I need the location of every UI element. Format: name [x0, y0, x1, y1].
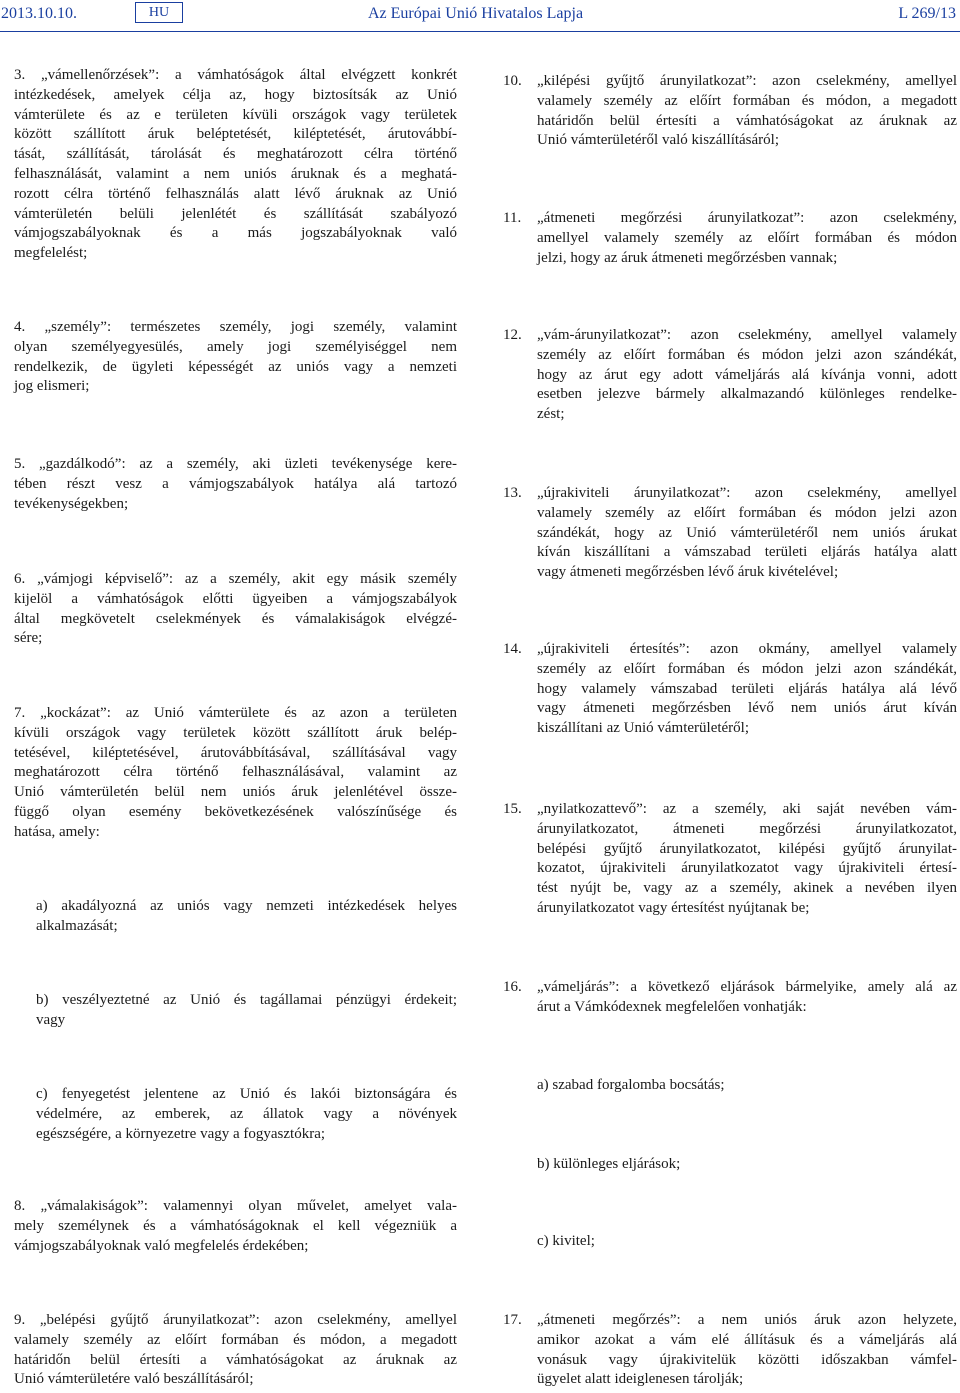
text-line: tést nyújt be, vagy az a személy, akinek a nevében ilyen — [537, 880, 957, 897]
text-line: kíván kiszállítani a vámszabad területi eljárás hatálya alatt — [537, 544, 957, 561]
left-paragraph — [36, 1085, 457, 1144]
text-line: tében részt vesz a vámjogszabályok hatálya alá tartozó — [14, 475, 457, 492]
text-line: 6. „vámjogi képviselő”: az a személy, akit egy másik személy — [14, 571, 457, 587]
text-line: rozott célra történő felhasználás alatt lévő áruknak az Unió — [14, 185, 457, 202]
right-paragraph — [537, 209, 957, 268]
text-line: hogy az árut egy adott vámeljárás alá kívánja vonni, adott — [537, 366, 957, 383]
text-line: vagy — [36, 1011, 66, 1028]
text-line: Unió vámterületén belül nem uniós áruk jelenlétével össze- — [14, 784, 457, 801]
text-line: amikor azokat a vám elé állításuk és a vámeljárás alá — [537, 1331, 957, 1348]
text-line: olyan személyegyesülés, amely jogi személyiséggel nem — [14, 338, 457, 355]
left-paragraph — [14, 704, 457, 843]
right-paragraph — [537, 800, 957, 919]
text-line: „vám-árunyilatkozat”: azon cselekmény, amellyel valamely — [537, 327, 957, 343]
page-header — [0, 0, 960, 30]
text-line: vámjogszabályoknak és a más jogszabályoknak való — [14, 225, 457, 242]
text-line: függő olyan esemény bekövetkezésének valószínűsége és — [14, 803, 457, 820]
text-line: amellyel valamely személy az előírt formában és módon — [537, 229, 957, 246]
text-line: szándékát, hogy az Unió vámterületéről nem uniós árukat — [537, 524, 957, 541]
text-line: határidőn belül értesíti a vámhatóságokat az áruknak az — [14, 1351, 457, 1368]
text-line: 3. „vámellenőrzések”: a vámhatóságok által elvégzett konkrét — [14, 67, 457, 83]
right-paragraph — [537, 72, 957, 151]
text-line: között szállított áruk beléptetését, kiléptetését, árutovábbí- — [14, 126, 457, 143]
text-line: „nyilatkozattevő”: az a személy, aki saját nevében vám- — [537, 801, 957, 817]
text-line: 4. „személy”: természetes személy, jogi személy, valamint — [14, 319, 457, 335]
left-paragraph — [14, 318, 457, 397]
text-line: 8. „vámalakiságok”: valamennyi olyan művelet, amelyet vala- — [14, 1198, 457, 1214]
text-line: intézkedések, amelyek célja az, hogy biztosítsák az Unió — [14, 86, 457, 103]
header-rule — [0, 31, 960, 32]
left-paragraph — [36, 991, 457, 1031]
text-line: vámterülete és az e területen kívüli országok vagy területek — [14, 106, 457, 123]
text-line: tevékenységekben; — [14, 495, 129, 512]
left-paragraph — [14, 455, 457, 514]
text-line: árunyilatkozatot, átmeneti megőrzési árunyilatkozatot, — [537, 820, 957, 837]
text-line: valamely személy az előírt formában és módon, a megadott — [537, 92, 957, 109]
text-line: valamely személy az előírt formában és módon, a megadott — [14, 1331, 457, 1348]
text-line: tetésével, kiléptetésével, árutovábbításával, szállításával vagy — [14, 744, 457, 761]
text-line: határidőn belül értesíti a vámhatóságokat az áruknak az — [537, 112, 957, 129]
text-line: „vámeljárás”: a következő eljárások bármelyike, amely alá az — [537, 979, 957, 995]
text-line: sére; — [14, 630, 43, 647]
text-line: árut a Vámkódexnek megfelelően vonhatják: — [537, 998, 807, 1015]
language-badge: HU — [135, 2, 183, 23]
text-line: vagy átmeneti megőrzésben lévő áruk kivételével; — [537, 564, 839, 581]
text-line: személy az előírt formában és módon jelzi azon szándékát, — [537, 660, 957, 677]
item-number: 10. — [503, 73, 522, 89]
text-line: hogy valamely vámszabad területi eljárás hatálya alá lévő — [537, 680, 957, 697]
left-paragraph — [14, 570, 457, 649]
text-line: c) kivitel; — [537, 1233, 595, 1249]
item-number: 17. — [503, 1312, 522, 1328]
item-number: 11. — [503, 210, 522, 226]
text-line: hatása, amely: — [14, 823, 100, 840]
text-line: kiszállítani az Unió vámterületéről; — [537, 720, 750, 737]
text-line: „kilépési gyűjtő árunyilatkozat”: azon cselekmény, amellyel — [537, 73, 957, 89]
text-line: ügyelet alatt ideiglenesen tárolják; — [537, 1371, 744, 1388]
text-line: egészségére, a környezetre vagy a fogyasztókra; — [36, 1125, 326, 1142]
text-line: Unió vámterületére való beszállításáról; — [14, 1371, 254, 1388]
text-line: 5. „gazdálkodó”: az a személy, aki üzleti tevékenysége kere- — [14, 456, 457, 472]
item-number: 13. — [503, 485, 522, 501]
text-line: Unió vámterületéről való kiszállításáról; — [537, 132, 780, 149]
right-paragraph — [537, 1155, 957, 1175]
right-paragraph — [537, 1311, 957, 1390]
text-line: felhasználását, valamint a nem uniós áruknak és a meghatá- — [14, 165, 457, 182]
text-line: által megkövetelt cselekmények és vámalakiságok elvégzé- — [14, 610, 457, 627]
text-line: a) akadályozná az uniós vagy nemzeti intézkedések helyes — [36, 898, 457, 914]
item-number: 12. — [503, 327, 522, 343]
header-date: 2013.10.10. — [1, 5, 77, 22]
text-line: „átmeneti megőrzési árunyilatkozat”: azon cselekmény, — [537, 210, 957, 226]
text-line: kívüli országok vagy területek között szállított áruk belép- — [14, 724, 457, 741]
text-line: valamely személy az előírt formában és módon jelzi azon — [537, 504, 957, 521]
text-line: 7. „kockázat”: az Unió vámterülete és az azon a területen — [14, 705, 457, 721]
page-number: L 269/13 — [898, 5, 956, 22]
text-line: kijelöl a vámhatóságok előtti ügyeiben a vámjogszabályok — [14, 590, 457, 607]
item-number: 16. — [503, 979, 522, 995]
text-line: c) fenyegetést jelentene az Unió és lakói biztonságára és — [36, 1086, 457, 1102]
text-line: kozatot, újrakiviteli árunyilatkozatot vagy újrakiviteli értesí- — [537, 860, 957, 877]
item-number: 15. — [503, 801, 522, 817]
text-line: alkalmazását; — [36, 917, 118, 934]
text-line: jelzi, hogy az áruk átmeneti megőrzésben vannak; — [537, 249, 838, 266]
right-paragraph — [537, 1076, 957, 1096]
text-line: b) veszélyeztetné az Unió és tagállamai pénzügyi érdekeit; — [36, 992, 457, 1008]
text-line: vonásuk vagy újrakivitelük közötti időszakban vámfel- — [537, 1351, 957, 1368]
text-line: mely személynek és a vámhatóságoknak el kell végezniük a — [14, 1217, 457, 1234]
text-line: b) különleges eljárások; — [537, 1156, 681, 1172]
right-paragraph — [537, 484, 957, 583]
text-line: rendelkezik, de ügyleti képességét az uniós vagy a nemzeti — [14, 358, 457, 375]
text-line: esetben jelezve bármely alkalmazandó különleges rendelke- — [537, 386, 957, 403]
right-paragraph — [537, 640, 957, 739]
right-paragraph — [537, 978, 957, 1018]
text-line: belépési gyűjtő árunyilatkozatot, kilépési gyűjtő árunyilat- — [537, 840, 957, 857]
text-line: meghatározott célra történő felhasználásával, valamint az — [14, 764, 457, 781]
right-paragraph — [537, 326, 957, 425]
text-line: védelmére, az emberek, az állatok vagy a növények — [36, 1105, 457, 1122]
text-line: 9. „belépési gyűjtő árunyilatkozat”: azon cselekmény, amellyel — [14, 1312, 457, 1328]
text-line: vámjogszabályoknak való megfelelés érdekében; — [14, 1237, 309, 1254]
text-line: személy az előírt formában és módon jelzi azon szándékát, — [537, 346, 957, 363]
left-paragraph — [14, 1311, 457, 1390]
text-line: megfelelést; — [14, 245, 88, 262]
item-number: 14. — [503, 641, 522, 657]
text-line: jog elismeri; — [14, 378, 90, 395]
journal-title: Az Európai Unió Hivatalos Lapja — [368, 5, 584, 22]
text-line: a) szabad forgalomba bocsátás; — [537, 1077, 725, 1093]
right-paragraph — [537, 1232, 957, 1252]
text-line: tását, szállítását, tárolását és meghatározott célra történő — [14, 146, 457, 163]
text-line: vámterületén belüli jelenlétét és szállítását szabályozó — [14, 205, 457, 222]
left-paragraph — [14, 1197, 457, 1256]
left-paragraph — [36, 897, 457, 937]
text-line: vagy átmeneti megőrzésben lévő nem uniós árut kíván — [537, 700, 957, 717]
text-line: „újrakiviteli értesítés”: azon okmány, amellyel valamely — [537, 641, 957, 657]
text-line: „újrakiviteli árunyilatkozat”: azon cselekmény, amellyel — [537, 485, 957, 501]
text-line: zést; — [537, 406, 565, 423]
text-line: árunyilatkozatot vagy értesítést nyújtanak be; — [537, 899, 810, 916]
text-line: „átmeneti megőrzés”: a nem uniós áruk azon helyzete, — [537, 1312, 957, 1328]
left-paragraph — [14, 66, 457, 264]
